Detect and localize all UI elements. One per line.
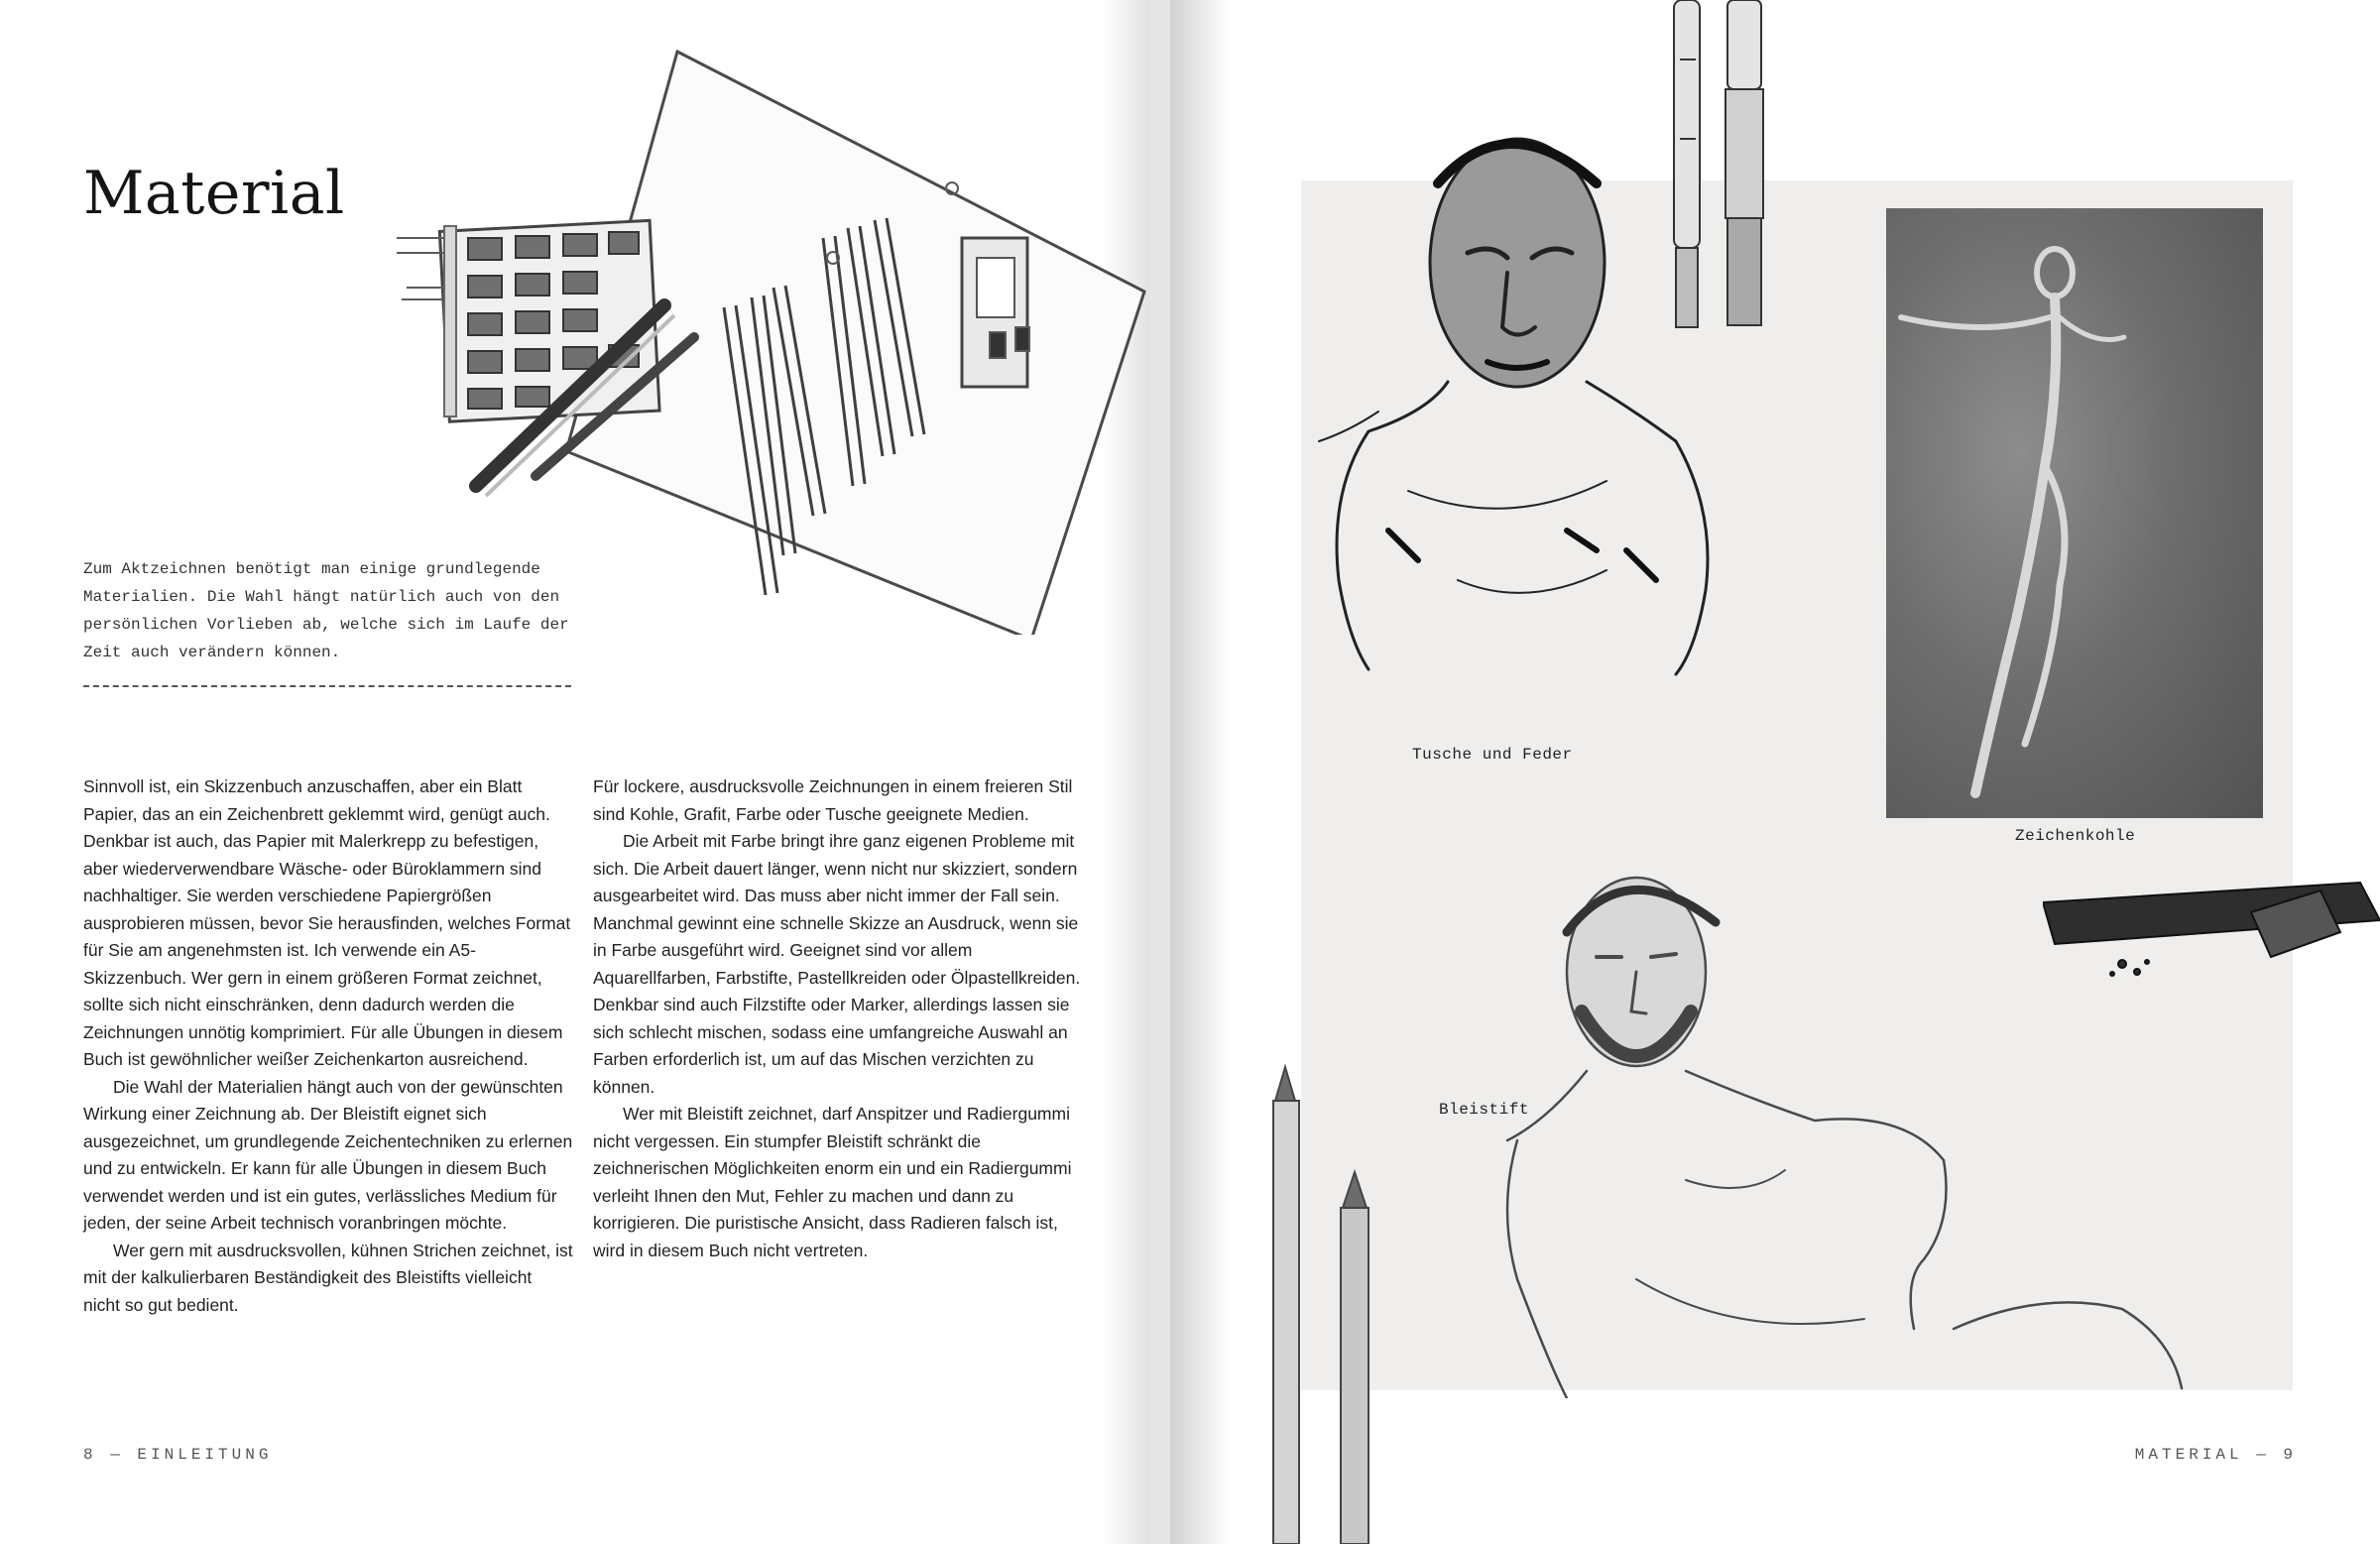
column-1-paragraph: Die Wahl der Materialien hängt auch von der gewünschten Wirkung einer Zeichnung ab. Der Bleistift eignet sich ausgezeichnet, um grundlegende Zeichentechniken zu erlernen und zu entwickeln. Er kann für alle Übungen in diesem Buch verwendet werden und ist ein gutes, verlässliches Medium für jeden, der seine Arbeit technisch voranbringen möchte.: [83, 1076, 573, 1233]
caption-ink: Tusche und Feder: [1412, 746, 1573, 764]
gutter-shadow-right: [1170, 0, 1230, 1544]
text-column-1: [83, 773, 573, 1319]
text-column-2: [593, 773, 1083, 1264]
column-2-paragraph: Wer mit Bleistift zeichnet, darf Anspitzer und Radiergummi nicht vergessen. Ein stumpfer Bleistift schränkt die zeichnerischen Möglichkeiten enorm ein und ein Radiergummi verleiht Ihnen den Mut, Fehler zu machen und dann zu korrigieren. Die puristische Ansicht, dass Radieren falsch ist, wird in diesem Buch nicht vertreten.: [593, 1104, 1072, 1260]
page-title: Material: [83, 159, 345, 228]
folio-right: MATERIAL — 9: [2134, 1446, 2297, 1464]
intro-text: [83, 555, 579, 666]
intro-divider: [83, 685, 571, 687]
ink-portrait-sketch: [1309, 114, 1726, 679]
folio-left: 8 — EINLEITUNG: [83, 1446, 273, 1464]
column-1-paragraph: Sinnvoll ist, ein Skizzenbuch anzuschaffen, aber ein Blatt Papier, das an ein Zeichenbrett geklemmt wird, genügt auch. Denkbar ist auch, das Papier mit Malerkrepp zu befestigen, aber wiederverwendbare Wäsche- oder Büroklammern sind nachhaltiger. Sie werden verschiedene Papiergrößen ausprobieren müssen, bevor Sie herausfinden, welches Format für Sie am angenehmsten ist. Ich verwende ein A5-Skizzenbuch. Wer gern in einem größeren Format zeichnet, sollte sich nicht einschränken, denn dadurch werden die Zeichnungen unnötig komprimiert. Für alle Übungen in diesem Buch ist gewöhnlicher weißer Zeichenkarton ausreichend.: [83, 776, 571, 1069]
materials-sketch: [397, 40, 1160, 635]
left-page: [0, 0, 1170, 1544]
intro-paragraph: Zum Aktzeichnen benötigt man einige grundlegende Materialien. Die Wahl hängt natürlich auch von den persönlichen Vorlieben ab, welche sich im Laufe der Zeit auch verändern können.: [83, 560, 569, 661]
caption-charcoal: Zeichenkohle: [2015, 827, 2136, 845]
pencils-illustration: [1259, 1061, 1398, 1544]
charcoal-drawing: [1886, 208, 2263, 818]
pencil-portrait-sketch: [1488, 863, 2202, 1398]
charcoal-figure: [1886, 208, 2263, 818]
column-2-paragraph: Die Arbeit mit Farbe bringt ihre ganz eigenen Probleme mit sich. Die Arbeit dauert länger, wenn nicht nur skizziert, sondern ausgearbeitet wird. Das muss aber nicht immer der Fall sein. Manchmal gewinnt eine schnelle Skizze an Ausdruck, wenn sie in Farbe ausgeführt wird. Geeignet sind vor allem Aquarellfarben, Farbstifte, Pastellkreiden oder Ölpastellkreiden. Denkbar sind auch Filzstifte oder Marker, allerdings lassen sie sich schlecht mischen, sodass eine umfangreiche Auswahl an Farben erforderlich ist, um auf das Mischen verzichten zu können.: [593, 831, 1081, 1097]
right-page: [1170, 0, 2380, 1544]
column-2-paragraph: Für lockere, ausdrucksvolle Zeichnungen in einem freieren Stil sind Kohle, Grafit, Farbe oder Tusche geeignete Medien.: [593, 776, 1073, 824]
column-1-paragraph: Wer gern mit ausdrucksvollen, kühnen Strichen zeichnet, ist mit der kalkulierbaren Beständigkeit des Bleistifts vielleicht nicht so gut bedient.: [83, 1240, 573, 1315]
caption-pencil: Bleistift: [1439, 1101, 1529, 1119]
